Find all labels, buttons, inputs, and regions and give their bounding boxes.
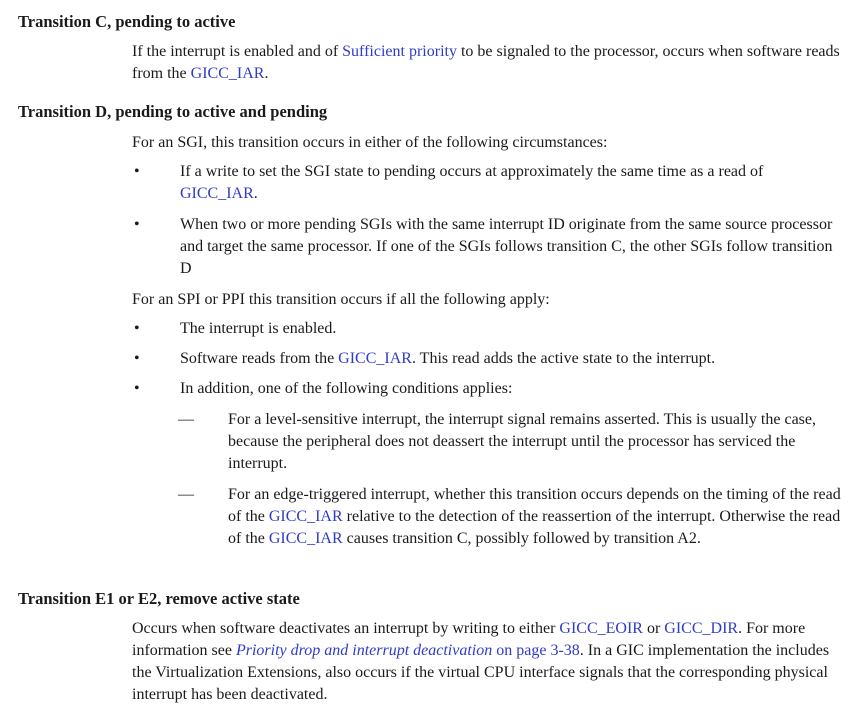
list-item-text: In addition, one of the following conditions applies: <box>180 380 513 397</box>
link-gicc-iar[interactable]: GICC_IAR <box>268 508 343 525</box>
list-item-text <box>180 161 844 205</box>
text-span: or <box>642 620 665 637</box>
section-heading-transition-d: Transition D, pending to active and pending <box>18 102 328 121</box>
text-span: relative to the detection of the reassertion of the interrupt. Otherwise the read of the <box>228 508 841 547</box>
section-heading-transition-c: Transition C, pending to active <box>18 12 236 31</box>
link-priority-drop[interactable]: Priority drop and interrupt deactivation <box>235 642 493 659</box>
sgi-intro: For an SGI, this transition occurs in either of the following circumstances: <box>132 134 608 151</box>
link-gicc-iar[interactable]: GICC_IAR <box>180 185 254 202</box>
text-span: . In a GIC implementation the includes the Virtualization Extensions, also occurs if the virtual CPU interface signals that the corresponding physical interrupt has been deactivated. <box>132 642 830 703</box>
text-span: If a write to set the SGI state to pending occurs at approximately the same time as a read of <box>180 163 764 180</box>
text-span: . This read adds the active state to the interrupt. <box>411 350 716 367</box>
list-item-text: When two or more pending SGIs with the same interrupt ID originate from the same source processor and target the same processor. If one of the SGIs follows transition C, the other SGIs follow transition D <box>180 216 833 277</box>
link-gicc-eoir[interactable]: GICC_EOIR <box>559 620 643 637</box>
dash-marker: — <box>178 411 194 428</box>
text-span: . For more information see <box>132 620 806 659</box>
text-span: Software reads from the <box>180 350 339 367</box>
bullet-marker: • <box>134 350 140 367</box>
text-span: Occurs when software deactivates an interrupt by writing to either <box>132 620 560 637</box>
list-item-text: The interrupt is enabled. <box>180 320 337 337</box>
text-span: to be signaled to the processor, occurs when software reads from the <box>132 43 840 82</box>
list-item-text <box>180 348 844 370</box>
text-span: causes transition C, possibly followed by transition A2. <box>342 530 701 547</box>
section-heading-transition-e: Transition E1 or E2, remove active state <box>18 589 300 608</box>
link-sufficient-priority[interactable]: Sufficient priority <box>342 43 457 60</box>
transition-c-paragraph <box>132 41 844 85</box>
sub-list-item-text <box>228 484 844 550</box>
text-span: . <box>264 65 269 82</box>
bullet-marker: • <box>134 216 140 233</box>
link-page-ref[interactable]: on page 3-38 <box>492 642 580 659</box>
dash-marker: — <box>178 486 194 503</box>
link-gicc-iar[interactable]: GICC_IAR <box>268 530 343 547</box>
sub-list-item-text: For a level-sensitive interrupt, the interrupt signal remains asserted. This is usually the case, because the peripheral does not deassert the interrupt until the processor has serviced the interrupt. <box>228 411 816 472</box>
link-gicc-iar[interactable]: GICC_IAR <box>338 350 412 367</box>
text-span: For an edge-triggered interrupt, whether this transition occurs depends on the timing of the read of the <box>228 486 841 525</box>
text-span: If the interrupt is enabled and of <box>132 43 343 60</box>
text-span: . <box>253 185 258 202</box>
link-gicc-dir[interactable]: GICC_DIR <box>664 620 739 637</box>
spi-intro: For an SPI or PPI this transition occurs if all the following apply: <box>132 291 550 308</box>
link-gicc-iar[interactable]: GICC_IAR <box>190 65 265 82</box>
bullet-marker: • <box>134 380 140 397</box>
transition-e-paragraph <box>132 618 844 706</box>
bullet-marker: • <box>134 163 140 180</box>
bullet-marker: • <box>134 320 140 337</box>
